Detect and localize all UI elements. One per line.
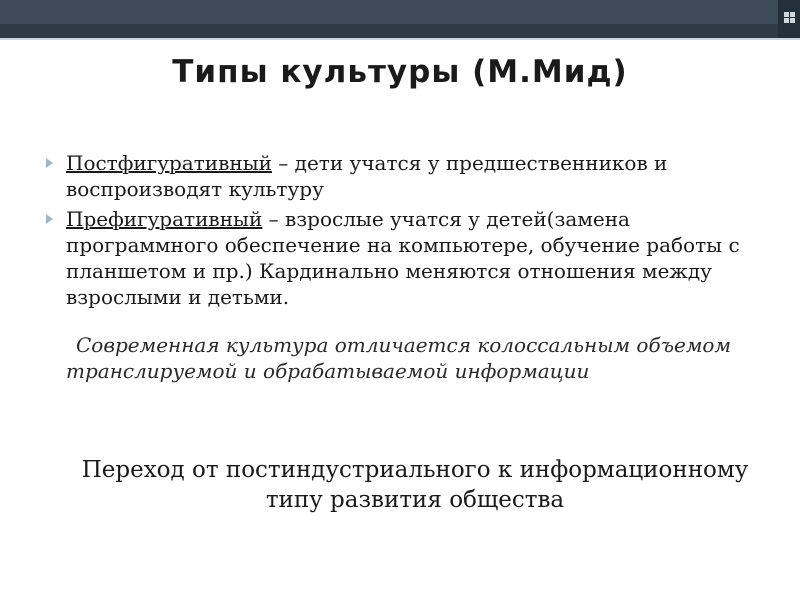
italic-note — [44, 332, 784, 384]
bullet-term: Префигуративный — [66, 207, 263, 231]
bullet-text: – взрослые учатся у детей(замена программного обеспечение на компьютере, обучение работы с планшетом и пр.) Кардинально меняются отношения между взрослыми и детьми. — [66, 207, 740, 309]
bullet-item-postfigurative — [44, 150, 784, 202]
corner-square-decoration — [784, 12, 789, 17]
italic-note-text: Современная культура отличается колоссальным объемом транслируемой и обрабатываемой информации — [66, 333, 732, 383]
header-divider — [0, 38, 800, 40]
slide-conclusion: Переход от постиндустриального к информационному типу развития общества — [81, 457, 749, 513]
header-bar — [0, 0, 800, 24]
header-accent-block — [778, 0, 800, 38]
slide-content — [44, 150, 784, 384]
corner-square-decoration — [784, 18, 789, 23]
bullet-arrow-icon — [46, 214, 53, 224]
header-bar-lower — [0, 24, 800, 38]
bullet-arrow-icon — [46, 158, 53, 168]
corner-square-decoration — [790, 12, 795, 17]
slide-title: Типы культуры (М.Мид) — [172, 54, 628, 90]
bullet-term: Постфигуративный — [66, 151, 272, 175]
bullet-text: – дети учатся у предшественников и воспроизводят культуру — [66, 151, 668, 201]
bullet-item-prefigurative — [44, 206, 784, 310]
corner-square-decoration — [790, 18, 795, 23]
